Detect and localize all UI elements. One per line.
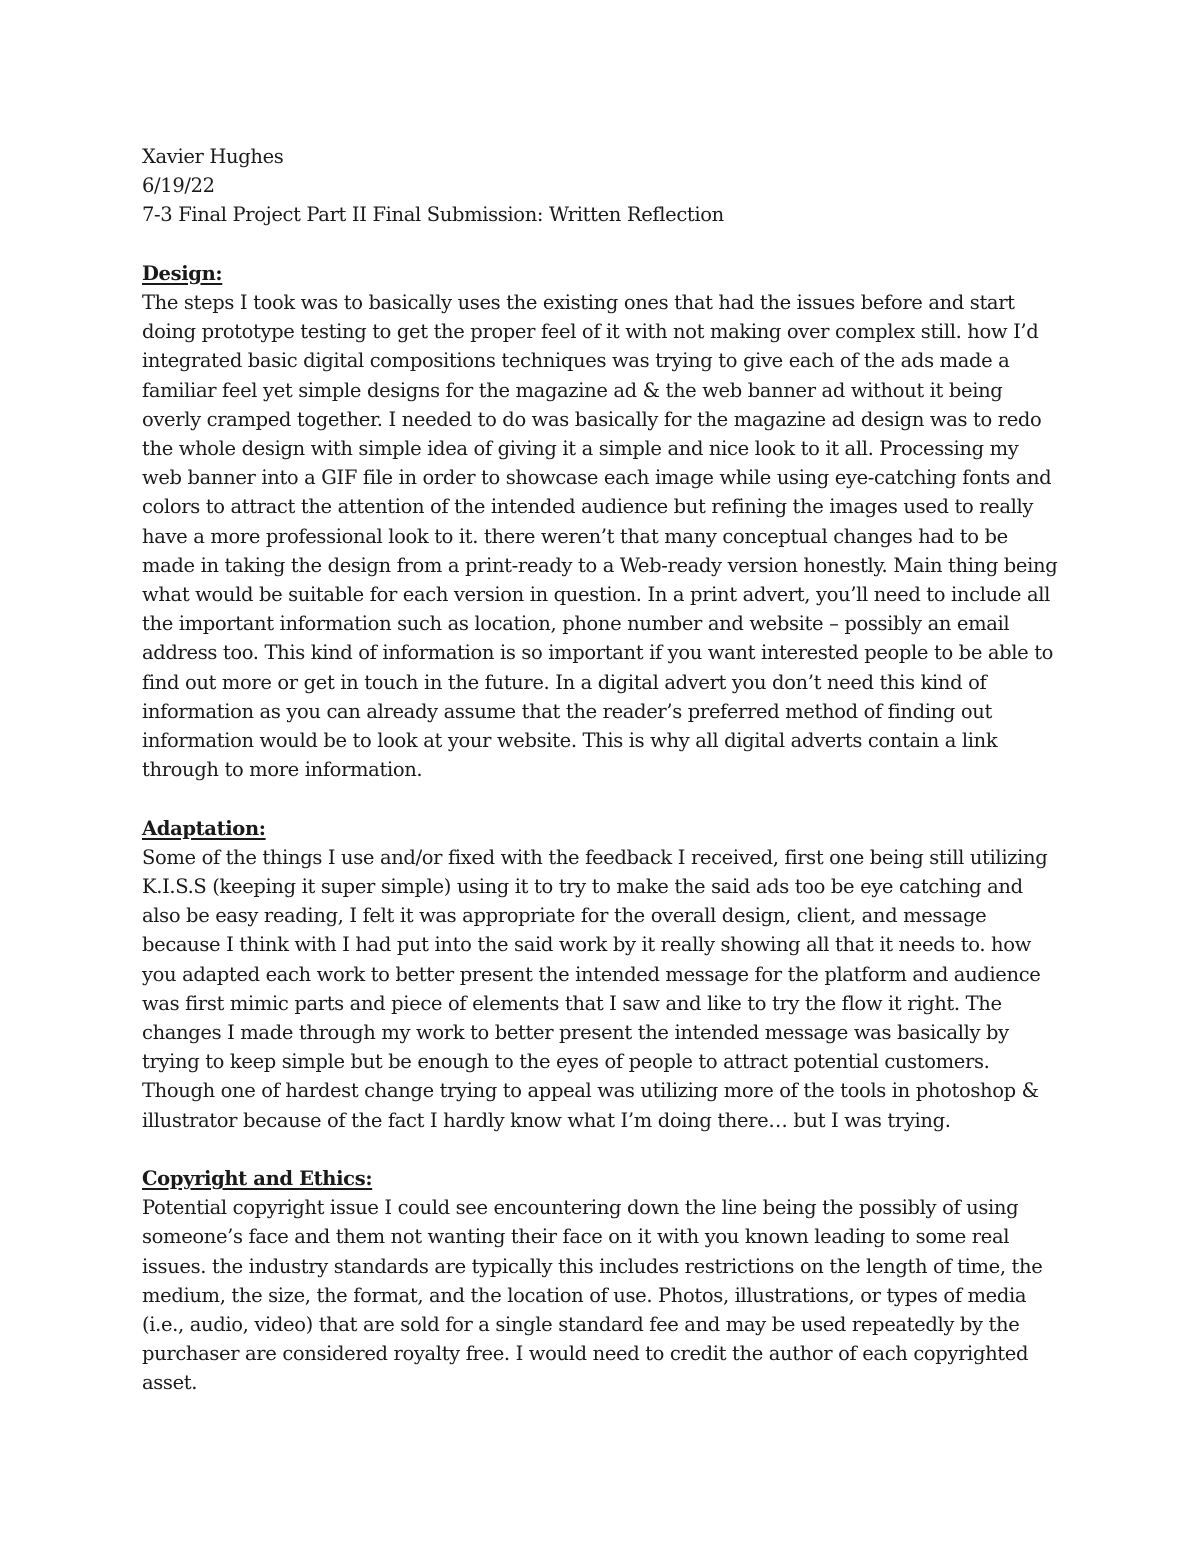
document-header	[142, 142, 1062, 230]
section-heading-design: Design:	[142, 261, 223, 285]
assignment-title: 7-3 Final Project Part II Final Submission: Written Reflection	[142, 203, 724, 227]
section-body-copyright-ethics: Potential copyright issue I could see encountering down the line being the possibly of using someone’s face and them not wanting their face on it with you known leading to some real issues. the industry standards are typically this includes restrictions on the length of time, the medium, the size, the format, and the location of use. Photos, illustrations, or types of media (i.e., audio, video) that are sold for a single standard fee and may be used repeatedly by the purchaser are considered royalty free. I would need to credit the author of each copyrighted asset.	[142, 1196, 1043, 1395]
section-design	[142, 259, 1062, 785]
section-heading-copyright-ethics: Copyright and Ethics:	[142, 1167, 373, 1191]
section-heading-adaptation: Adaptation:	[142, 816, 266, 840]
section-body-adaptation: Some of the things I use and/or fixed with the feedback I received, first one being still utilizing K.I.S.S (keeping it super simple) using it to try to make the said ads too be eye catching and also be easy reading, I felt it was appropriate for the overall design, client, and message because I think with I had put into the said work by it really showing all that it needs to. how you adapted each work to better present the intended message for the platform and audience was first mimic parts and piece of elements that I saw and like to try the flow it right. The changes I made through my work to better present the intended message was basically by trying to keep simple but be enough to the eyes of people to attract potential customers. Though one of hardest change trying to appeal was utilizing more of the tools in photoshop & illustrator because of the fact I hardly know what I’m doing there… but I was trying.	[142, 845, 1048, 1132]
section-body-design: The steps I took was to basically uses the existing ones that had the issues before and start doing prototype testing to get the proper feel of it with not making over complex still. how I’d integrated basic digital compositions techniques was trying to give each of the ads made a familiar feel yet simple designs for the magazine ad & the web banner ad without it being overly cramped together. I needed to do was basically for the magazine ad design was to redo the whole design with simple idea of giving it a simple and nice look to it all. Processing my web banner into a GIF file in order to showcase each image while using eye-catching fonts and colors to attract the attention of the intended audience but refining the images used to really have a more professional look to it. there weren’t that many conceptual changes had to be made in taking the design from a print-ready to a Web-ready version honestly. Main thing being what would be suitable for each version in question. In a print advert, you’ll need to include all the important information such as location, phone number and website – possibly an email address too. This kind of information is so important if you want interested people to be able to find out more or get in touch in the future. In a digital advert you don’t need this kind of information as you can already assume that the reader’s preferred method of finding out information would be to look at your website. This is why all digital adverts contain a link through to more information.	[142, 291, 1058, 782]
section-adaptation	[142, 814, 1062, 1135]
document-page	[142, 142, 1062, 1398]
section-copyright-ethics	[142, 1164, 1062, 1398]
document-date: 6/19/22	[142, 174, 215, 198]
author-name: Xavier Hughes	[142, 145, 284, 168]
